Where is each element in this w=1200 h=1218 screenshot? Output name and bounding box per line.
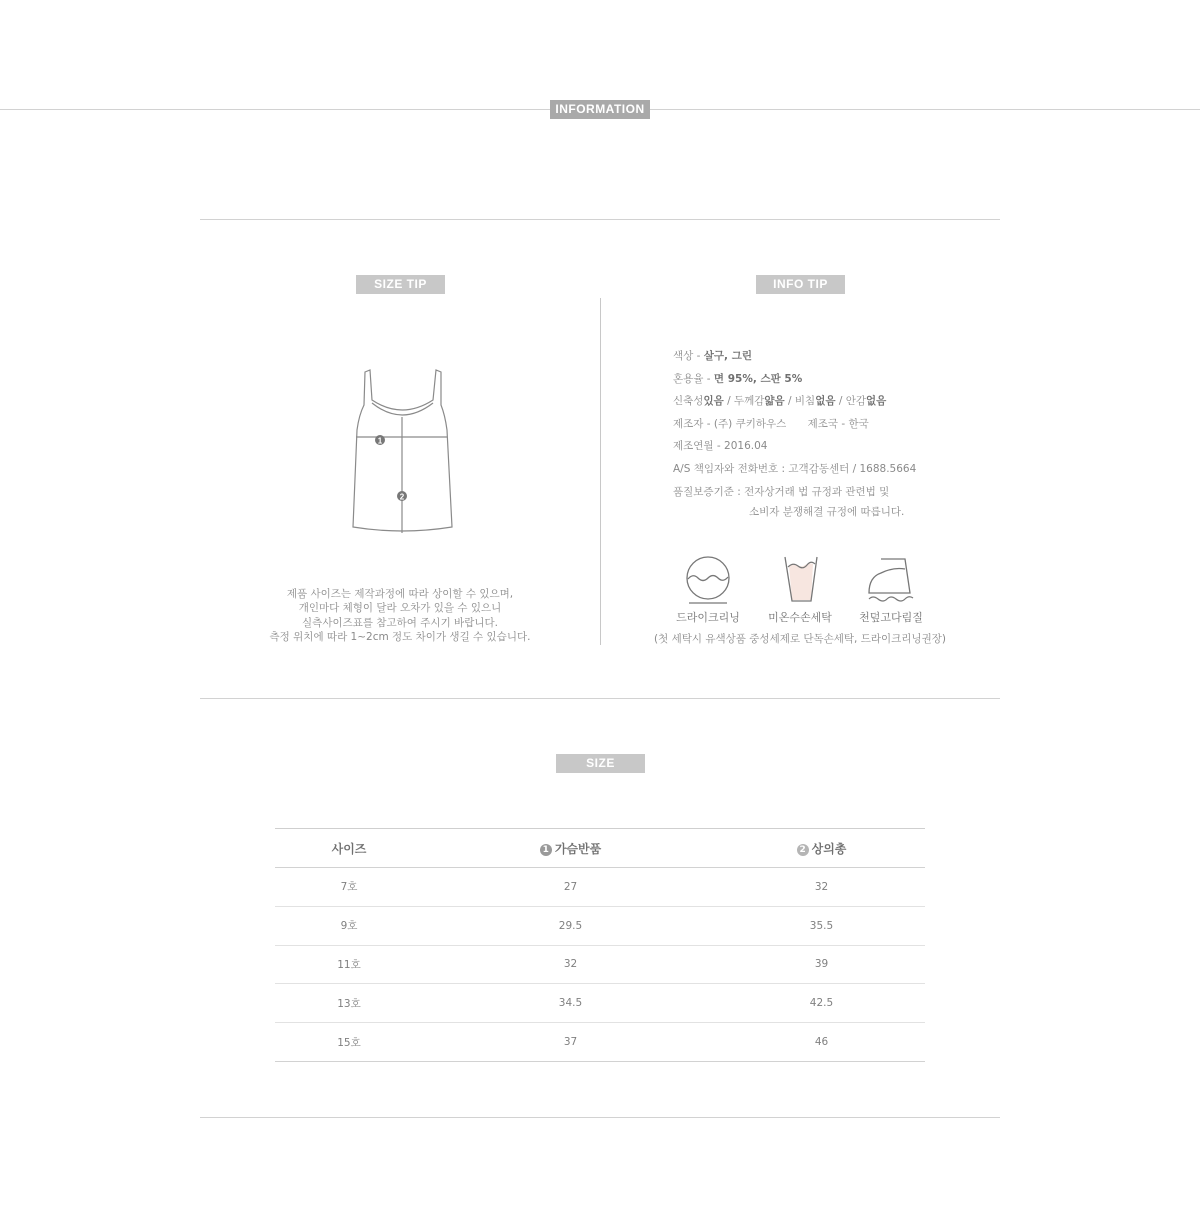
size-badge: SIZE — [556, 754, 645, 773]
info-warranty-line2: 소비자 분쟁해결 규정에 따릅니다. — [749, 505, 905, 518]
garment-diagram — [345, 365, 460, 540]
marker-2-label: 2 — [399, 492, 405, 502]
header-chest — [423, 829, 718, 868]
info-warranty-line1: 품질보증기준 : 전자상거래 법 규정과 관련법 및 — [673, 485, 890, 498]
size-note-line: 개인마다 체형이 달라 오차가 있을 수 있으니 — [298, 602, 502, 615]
header-size — [275, 829, 423, 868]
property-value: 없음 — [866, 395, 887, 408]
cell-length: 42.5 — [718, 984, 925, 1023]
info-tip-badge: INFO TIP — [756, 275, 845, 294]
header-chest-label: 가슴반품 — [554, 841, 602, 856]
property-label: 비침 — [794, 395, 816, 408]
property-value: 없음 — [815, 395, 836, 408]
size-note-line: 측정 위치에 따라 1~2cm 정도 차이가 생길 수 있습니다. — [269, 630, 531, 643]
header-length-label: 상의총 — [811, 841, 847, 856]
section-divider-2 — [200, 698, 1000, 699]
info-blend-label: 혼용율 - — [673, 372, 714, 385]
info-blend-value: 면 95%, 스판 5% — [713, 372, 803, 385]
property-label: 두께감 — [733, 395, 765, 408]
column-divider — [600, 298, 601, 645]
cell-chest: 29.5 — [423, 906, 718, 945]
header-length — [718, 829, 925, 868]
size-table — [275, 828, 925, 1062]
size-note-line: 제품 사이즈는 제작과정에 따라 상이할 수 있으며, — [286, 588, 514, 600]
care-label: 드라이크리닝 — [676, 611, 740, 624]
care-note: (첫 세탁시 유색상품 중성세제로 단독손세탁, 드라이크리닝권장) — [654, 633, 946, 645]
care-label: 미온수손세탁 — [768, 611, 832, 624]
info-list — [673, 347, 973, 523]
size-tip-badge: SIZE TIP — [356, 275, 445, 294]
marker-1-icon: 1 — [540, 844, 552, 856]
information-badge: INFORMATION — [550, 100, 650, 119]
info-manufacturer: 제조자 - (주) 쿠키하우스 — [673, 417, 787, 430]
size-note-line: 실측사이즈표를 참고하여 주시기 바랍니다. — [302, 616, 498, 629]
info-properties: 신축성있음 / 두께감얇음 / 비침없음 / 안감없음 — [673, 395, 887, 408]
cell-chest: 27 — [423, 868, 718, 907]
cell-length: 35.5 — [718, 906, 925, 945]
section-divider-1 — [200, 219, 1000, 220]
marker-2-icon — [397, 491, 407, 501]
iron-with-cloth-icon — [863, 555, 919, 605]
cell-chest: 32 — [423, 945, 718, 984]
info-color-label: 색상 - — [673, 350, 704, 362]
info-manufacturer-row — [673, 415, 973, 438]
cell-size: 11호 — [275, 945, 423, 984]
care-label: 천덮고다림질 — [859, 611, 923, 624]
care-hand-wash — [755, 555, 845, 625]
header-size-label: 사이즈 — [331, 841, 367, 856]
cell-size: 15호 — [275, 1023, 423, 1062]
cell-size: 9호 — [275, 906, 423, 945]
cell-length: 39 — [718, 945, 925, 984]
info-date: 제조연월 - 2016.04 — [673, 440, 768, 453]
table-row — [275, 868, 925, 907]
property-label: 안감 — [845, 395, 867, 408]
property-value: 있음 — [703, 395, 724, 408]
cell-size: 7호 — [275, 868, 423, 907]
marker-1-icon — [375, 435, 385, 445]
info-warranty — [673, 483, 973, 523]
marker-1-label: 1 — [377, 436, 383, 446]
cell-length: 46 — [718, 1023, 925, 1062]
cell-chest: 34.5 — [423, 984, 718, 1023]
property-label: 신축성 — [673, 395, 704, 408]
info-as-contact: A/S 책임자와 전화번호 : 고객감동센터 / 1688.5664 — [673, 462, 917, 475]
info-color-value: 살구, 그린 — [703, 350, 752, 362]
info-blend — [673, 370, 973, 393]
table-row — [275, 945, 925, 984]
care-iron — [846, 555, 936, 625]
hand-wash-icon — [775, 555, 825, 605]
table-row — [275, 1023, 925, 1062]
cell-chest: 37 — [423, 1023, 718, 1062]
table-row — [275, 906, 925, 945]
table-row — [275, 984, 925, 1023]
info-country: 제조국 - 한국 — [807, 417, 869, 430]
size-note — [230, 587, 570, 644]
info-color — [673, 347, 973, 370]
bottom-divider — [200, 1117, 1000, 1118]
cell-length: 32 — [718, 868, 925, 907]
dry-clean-icon — [683, 555, 733, 605]
property-value: 얇음 — [764, 395, 785, 408]
care-dry-clean — [663, 555, 753, 625]
size-table-header — [275, 829, 925, 868]
marker-2-icon: 2 — [797, 844, 809, 856]
cell-size: 13호 — [275, 984, 423, 1023]
